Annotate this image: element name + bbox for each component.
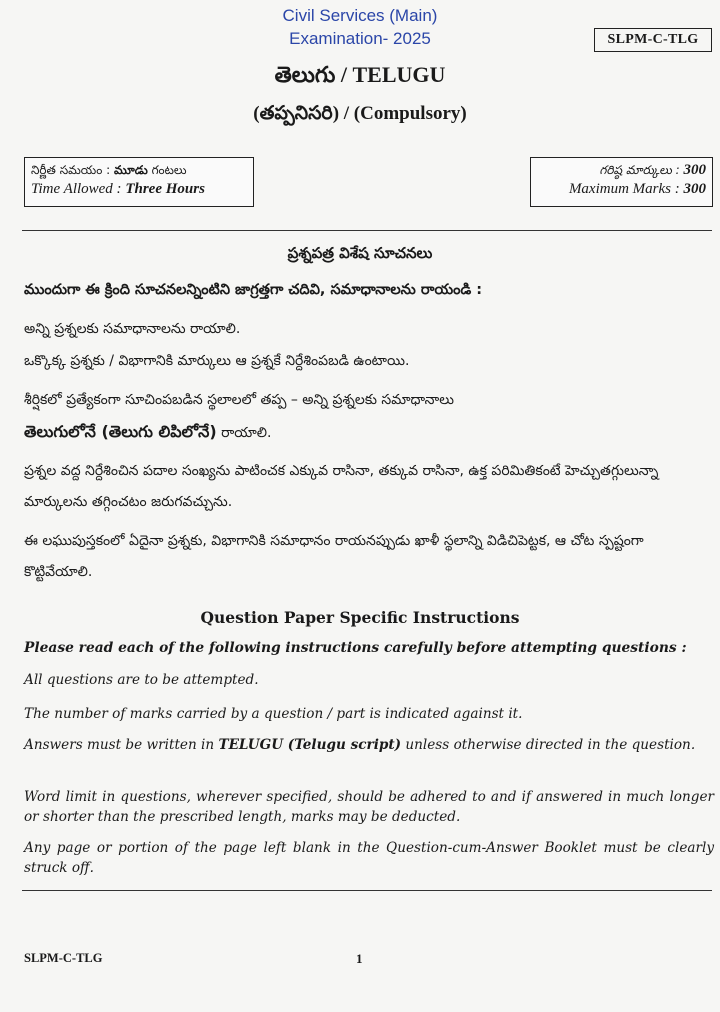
time-allowed-telugu: నిర్ణీత సమయం : మూడు గంటలు <box>31 163 187 177</box>
telugu-instructions-title: ప్రశ్నపత్ర విశేష సూచనలు <box>287 244 433 262</box>
english-instructions-title: Question Paper Specific Instructions <box>200 608 520 627</box>
telugu-instruction-2: ఒక్కొక్క ప్రశ్నకు / విభాగానికి మార్కులు ఆ ప్రశ్నకే నిర్దేశింపబడి ఉంటాయి. <box>24 353 410 369</box>
top-divider <box>22 230 712 231</box>
maximum-marks-telugu: గరిష్ఠ మార్కులు : 300 <box>599 162 706 178</box>
telugu-instruction-1: అన్ని ప్రశ్నలకు సమాధానాలను రాయాలి. <box>24 321 241 337</box>
english-instruction-1: All questions are to be attempted. <box>24 672 259 688</box>
exam-heading <box>250 4 470 50</box>
english-instruction-3: Answers must be written in TELUGU (Telugu script) unless otherwise directed in the question. <box>24 737 696 753</box>
telugu-instruction-3: శీర్షికలో ప్రత్యేకంగా సూచింపబడిన స్థలాలలో తప్ప – అన్ని ప్రశ్నలకు సమాధానాలు తెలుగులోనే (తెలుగు లిపిలోనే) రాయాలి. <box>24 392 454 441</box>
page-number: 1 <box>356 951 363 966</box>
english-instructions-lead: Please read each of the following instructions carefully before attempting questions : <box>24 640 687 656</box>
footer-paper-code: SLPM-C-TLG <box>24 951 103 965</box>
subject-title: తెలుగు / TELUGU <box>274 62 446 87</box>
english-instruction-2: The number of marks carried by a question / part is indicated against it. <box>24 706 523 722</box>
english-instruction-5: Any page or portion of the page left blank in the Question-cum-Answer Booklet must be clearly struck off. <box>24 840 714 876</box>
telugu-instructions-lead: ముందుగా ఈ క్రింది సూచనలన్నింటిని జాగ్రత్తగా చదివి, సమాధానాలను రాయండి : <box>24 282 483 298</box>
exam-year: Examination- 2025 <box>289 29 431 48</box>
paper-code-box: SLPM-C-TLG <box>594 28 712 52</box>
telugu-instruction-5: ఈ లఘుపుస్తకంలో ఏదైనా ప్రశ్నకు, విభాగానికి సమాధానం రాయనప్పుడు ఖాళీ స్థలాన్ని విడిచిపెట్టక, ఆ చోట స్పష్టంగా కొట్టివేయాలి. <box>24 533 644 580</box>
time-allowed-box <box>24 157 254 207</box>
telugu-instruction-4: ప్రశ్నల వద్ద నిర్దేశించిన పదాల సంఖ్యను పాటించక ఎక్కువ రాసినా, తక్కువ రాసినా, ఉక్త పరిమితికంటే హెచ్చుతగ్గులున్నా మార్కులను తగ్గించటం జరుగవచ్చును. <box>24 463 659 510</box>
compulsory-label: (తప్పనిసరి) / (Compulsory) <box>253 103 467 124</box>
maximum-marks-box <box>530 157 713 207</box>
exam-name: Civil Services (Main) <box>282 6 438 25</box>
english-instruction-4: Word limit in questions, wherever specified, should be adhered to and if answered in much longer or shorter than the prescribed length, marks may be deducted. <box>24 789 714 825</box>
bottom-divider <box>22 890 712 891</box>
maximum-marks-english: Maximum Marks : 300 <box>568 181 706 197</box>
time-allowed-english: Time Allowed : Three Hours <box>31 181 205 197</box>
